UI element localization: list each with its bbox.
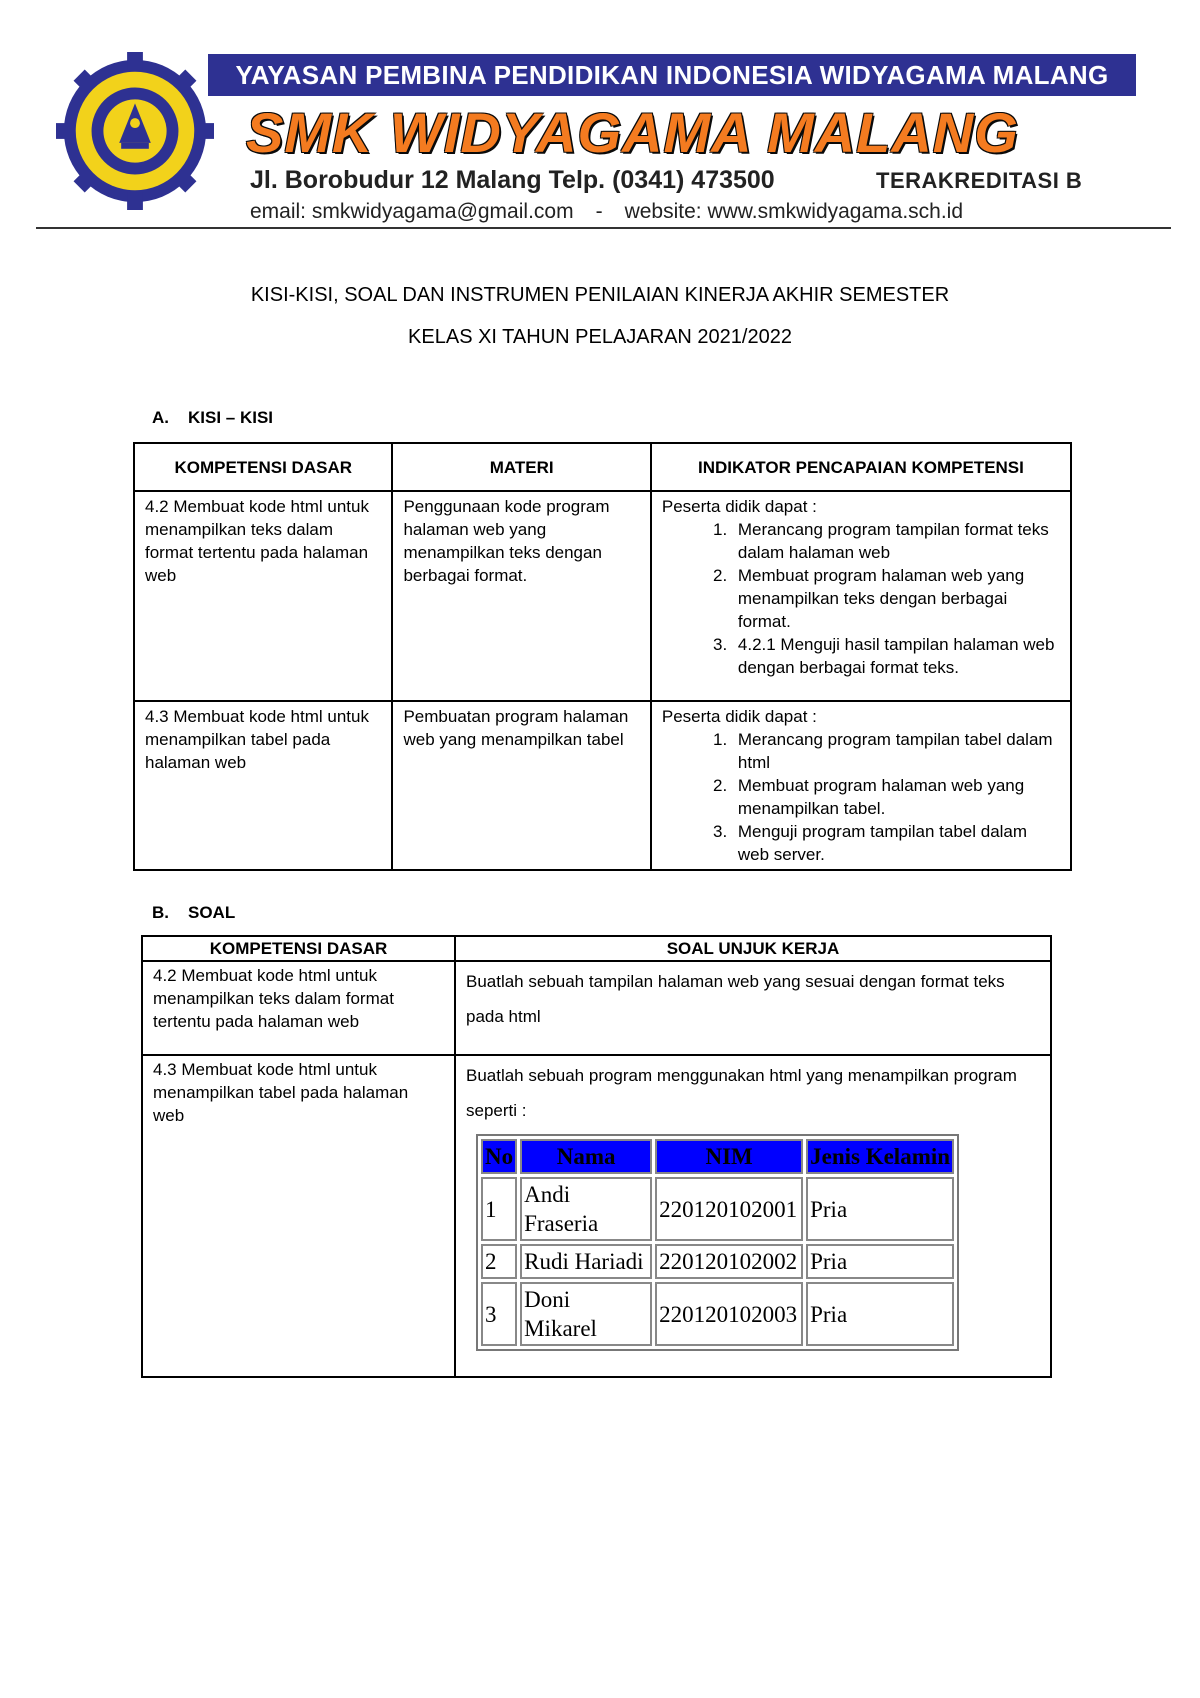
materi-cell: Pembuatan program halaman web yang menampilkan tabel: [392, 701, 650, 870]
kd-cell: 4.3 Membuat kode html untuk menampilkan tabel pada halaman web: [134, 701, 392, 870]
sample-cell: 2: [481, 1244, 517, 1279]
column-header: MATERI: [392, 443, 650, 491]
table-row: [134, 491, 1071, 701]
sample-header-row: [481, 1139, 954, 1174]
list-item: 2. Membuat program halaman web yang menampilkan tabel.: [732, 774, 1060, 820]
list-item: 3. Menguji program tampilan tabel dalam web server.: [732, 820, 1060, 866]
column-header: INDIKATOR PENCAPAIAN KOMPETENSI: [651, 443, 1071, 491]
contact-line: [250, 200, 963, 224]
school-name: SMK WIDYAGAMA MALANG: [246, 101, 1019, 164]
sample-cell: 1: [481, 1177, 517, 1241]
sample-row: [481, 1177, 954, 1241]
accreditation-label: TERAKREDITASI B: [876, 168, 1083, 193]
sample-row: [481, 1282, 954, 1346]
kisi-table: [133, 442, 1072, 871]
indicator-intro: Peserta didik dapat :: [661, 497, 817, 516]
section-b-title: SOAL: [188, 903, 236, 922]
question-cell: Buatlah sebuah tampilan halaman web yang sesuai dengan format teks pada html: [455, 961, 1051, 1055]
table-row: [142, 961, 1051, 1055]
section-b-heading: [152, 903, 235, 923]
soal-table: [141, 935, 1052, 1378]
list-item: 2. Membuat program halaman web yang menampilkan teks dengan berbagai format.: [732, 564, 1060, 633]
document-title: KISI-KISI, SOAL DAN INSTRUMEN PENILAIAN KINERJA AKHIR SEMESTER: [250, 284, 950, 306]
column-header: KOMPETENSI DASAR: [142, 936, 455, 961]
sample-cell: 220120102003: [655, 1282, 803, 1346]
header-divider: [36, 227, 1171, 229]
sample-cell: 220120102002: [655, 1244, 803, 1279]
section-a-title: KISI – KISI: [188, 408, 274, 427]
sample-cell: Pria: [806, 1282, 954, 1346]
indicator-intro: Peserta didik dapat :: [661, 707, 817, 726]
indicator-cell: [651, 491, 1071, 701]
sample-cell: Doni Mikarel: [520, 1282, 652, 1346]
list-item: 1. Merancang program tampilan format teks dalam halaman web: [732, 518, 1060, 564]
question-cell: [455, 1055, 1051, 1377]
indicator-list: [662, 518, 1060, 679]
contact-separator: -: [595, 200, 603, 223]
question-text: Buatlah sebuah program menggunakan html yang menampilkan program seperti :: [465, 1066, 1017, 1120]
sample-row: [481, 1244, 954, 1279]
indicator-cell: [651, 701, 1071, 870]
email-text: email: smkwidyagama@gmail.com: [250, 200, 574, 223]
sample-cell: Pria: [806, 1244, 954, 1279]
table-row: [134, 701, 1071, 870]
section-a-heading: [152, 408, 273, 428]
table-row: [142, 1055, 1051, 1377]
list-item: 1. Merancang program tampilan tabel dalam html: [732, 728, 1060, 774]
document-subtitle: KELAS XI TAHUN PELAJARAN 2021/2022: [408, 326, 792, 348]
list-item: 3. 4.2.1 Menguji hasil tampilan halaman web dengan berbagai format teks.: [732, 633, 1060, 679]
section-a-number: A.: [152, 408, 169, 427]
kd-cell: 4.2 Membuat kode html untuk menampilkan teks dalam format tertentu pada halaman web: [142, 961, 455, 1055]
sample-cell: 220120102001: [655, 1177, 803, 1241]
materi-cell: Penggunaan kode program halaman web yang menampilkan teks dengan berbagai format.: [392, 491, 650, 701]
indicator-list: [662, 728, 1060, 866]
sample-output-table: [476, 1134, 959, 1351]
school-logo: [56, 52, 214, 210]
column-header: SOAL UNJUK KERJA: [455, 936, 1051, 961]
table-header-row: [134, 443, 1071, 491]
kd-cell: 4.2 Membuat kode html untuk menampilkan teks dalam format tertentu pada halaman web: [134, 491, 392, 701]
kd-cell: 4.3 Membuat kode html untuk menampilkan tabel pada halaman web: [142, 1055, 455, 1377]
sample-cell: Pria: [806, 1177, 954, 1241]
sample-header-cell: Jenis Kelamin: [806, 1139, 954, 1174]
sample-header-cell: NIM: [655, 1139, 803, 1174]
table-header-row: [142, 936, 1051, 961]
sample-header-cell: Nama: [520, 1139, 652, 1174]
sample-cell: 3: [481, 1282, 517, 1346]
school-address: Jl. Borobudur 12 Malang Telp. (0341) 473500: [250, 166, 775, 194]
section-b-number: B.: [152, 903, 169, 922]
sample-cell: Rudi Hariadi: [520, 1244, 652, 1279]
column-header: KOMPETENSI DASAR: [134, 443, 392, 491]
website-text: website: www.smkwidyagama.sch.id: [624, 200, 964, 223]
foundation-name: YAYASAN PEMBINA PENDIDIKAN INDONESIA WIDYAGAMA MALANG: [208, 54, 1136, 96]
sample-cell: Andi Fraseria: [520, 1177, 652, 1241]
sample-header-cell: No: [481, 1139, 517, 1174]
